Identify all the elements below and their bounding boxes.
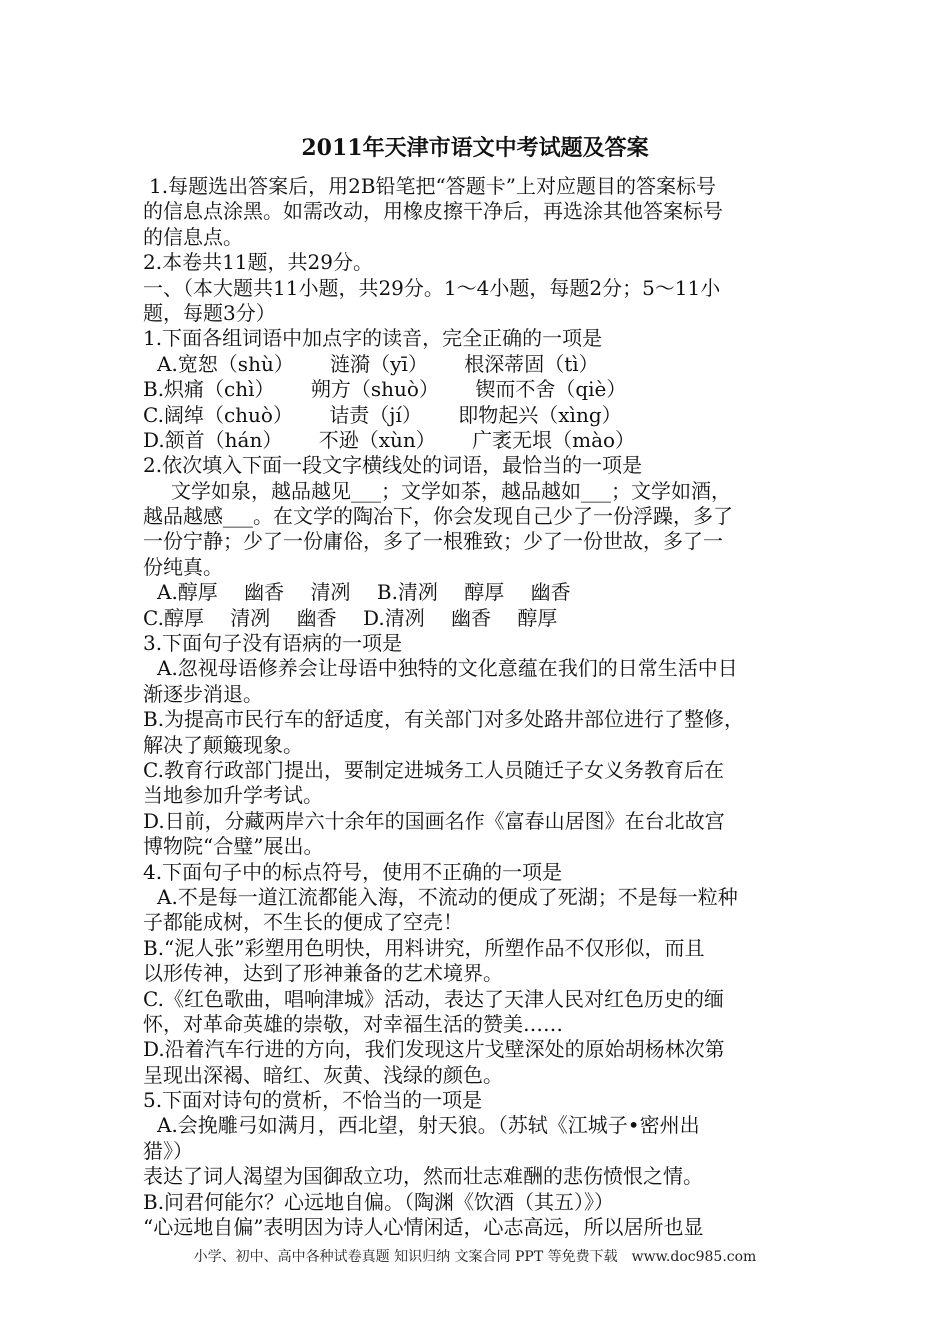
text-line: 2.本卷共11题，共29分。 xyxy=(143,250,373,275)
option-line: 呈现出深褐、暗红、灰黄、浅绿的颜色。 xyxy=(143,1062,503,1087)
passage-line: 一份宁静；少了一份庸俗，多了一根雅致；少了一份世故，多了一 xyxy=(143,529,723,554)
option-line: 解决了颠簸现象。 xyxy=(143,732,303,757)
option-line: D.颔首（hán） 不逊（xùn） 广袤无垠（mào） xyxy=(143,427,636,452)
option-line: C.醇厚 清冽 幽香 D.清冽 幽香 醇厚 xyxy=(143,605,558,630)
passage-line: 越品越感___。在文学的陶冶下，你会发现自己少了一份浮躁，多了 xyxy=(143,504,733,529)
text-line: 的信息点涂黑。如需改动，用橡皮擦干净后，再选涂其他答案标号 xyxy=(143,199,723,224)
option-line: D.沿着汽车行进的方向，我们发现这片戈壁深处的原始胡杨林次第 xyxy=(143,1037,725,1062)
option-line: 子都能成树，不生长的便成了空壳！ xyxy=(143,910,463,935)
question-4: 4.下面句子中的标点符号，使用不正确的一项是 xyxy=(143,859,563,884)
option-line: A.宽恕（shù） 涟漪（yī） 根深蒂固（tì） xyxy=(157,351,599,376)
option-line: B.“泥人张”彩塑用色明快，用料讲究，所塑作品不仅形似，而且 xyxy=(143,935,705,960)
option-line: C.阔绰（chuò） 诘责（jí） 即物起兴（xìng） xyxy=(143,402,622,427)
option-line: 以形传神，达到了形神兼备的艺术境界。 xyxy=(143,961,503,986)
question-3: 3.下面句子没有语病的一项是 xyxy=(143,631,403,656)
option-line: D.日前，分藏两岸六十余年的国画名作《富春山居图》在台北故宫 xyxy=(143,808,725,833)
option-line: 博物院“合璧”展出。 xyxy=(143,834,324,859)
option-line: “心远地自偏”表明因为诗人心情闲适，心志高远，所以居所也显 xyxy=(143,1215,704,1240)
option-line: B.为提高市民行车的舒适度，有关部门对多处路井部位进行了整修， xyxy=(143,707,745,732)
option-line: A.会挽雕弓如满月，西北望，射天狼。（苏轼《江城子•密州出 xyxy=(157,1113,700,1138)
option-line: 怀，对革命英雄的崇敬，对幸福生活的赞美…… xyxy=(143,1011,563,1036)
question-5: 5.下面对诗句的赏析，不恰当的一项是 xyxy=(143,1088,483,1113)
option-line: A.忽视母语修养会让母语中独特的文化意蕴在我们的日常生活中日 xyxy=(157,656,738,681)
question-1: 1.下面各组词语中加点字的读音，完全正确的一项是 xyxy=(143,326,603,351)
option-line: B.问君何能尔？心远地自偏。（陶渊《饮酒（其五）》） xyxy=(143,1189,615,1214)
option-line: 当地参加升学考试。 xyxy=(143,783,323,808)
text-line: 题，每题3分） xyxy=(143,300,276,325)
text-line: 一、（本大题共11小题，共29分。1～4小题，每题2分；5～11小 xyxy=(143,275,721,300)
text-line: 1.每题选出答案后，用2B铅笔把“答题卡”上对应题目的答案标号 xyxy=(149,174,716,198)
option-line: 猎》） xyxy=(143,1138,193,1163)
text-line: 的信息点。 xyxy=(143,224,243,249)
option-line: 表达了词人渴望为国御敌立功，然而壮志难酬的悲伤愤恨之情。 xyxy=(143,1164,703,1189)
passage-line: 文学如泉，越品越见___；文学如茶，越品越如___；文学如酒， xyxy=(171,478,731,503)
option-line: C.《红色歌曲，唱响津城》活动，表达了天津人民对红色历史的缅 xyxy=(143,986,724,1011)
document-body xyxy=(143,174,823,1240)
question-2: 2.依次填入下面一段文字横线处的词语，最恰当的一项是 xyxy=(143,453,643,478)
option-line: C.教育行政部门提出，要制定进城务工人员随迁子女义务教育后在 xyxy=(143,757,724,782)
option-line: A.醇厚 幽香 清冽 B.清冽 醇厚 幽香 xyxy=(157,580,571,605)
page-footer: 小学、初中、高中各种试卷真题 知识归纳 文案合同 PPT 等免费下载 www.doc985.com xyxy=(193,1249,757,1265)
option-line: A.不是每一道江流都能入海，不流动的便成了死湖；不是每一粒种 xyxy=(157,884,738,909)
option-line: 渐逐步消退。 xyxy=(143,681,263,706)
option-line: B.炽痛（chì） 朔方（shuò） 锲而不舍（qiè） xyxy=(143,377,627,402)
passage-line: 份纯真。 xyxy=(143,554,223,579)
document-title: 2011年天津市语文中考试题及答案 xyxy=(301,135,649,161)
